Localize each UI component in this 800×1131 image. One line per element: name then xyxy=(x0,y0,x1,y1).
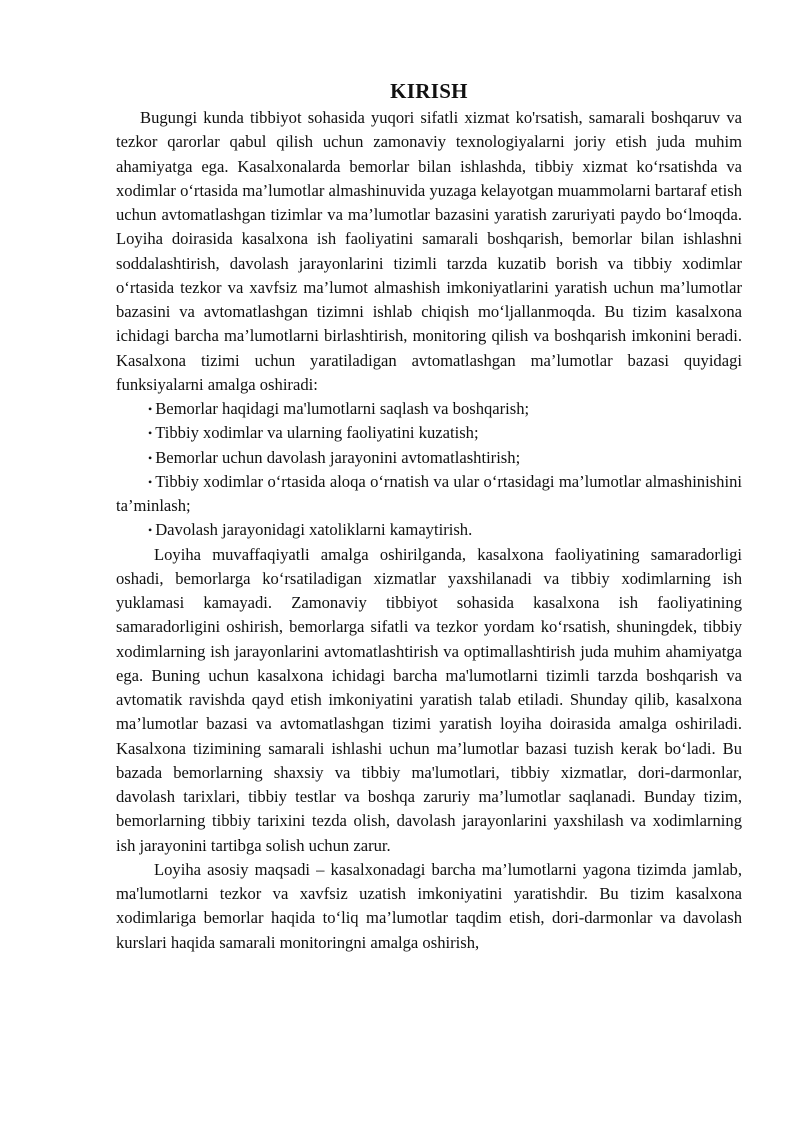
bullet-icon: • xyxy=(148,426,153,441)
list-item-text: Davolash jarayonidagi xatoliklarni kamaytirish. xyxy=(155,520,473,540)
list-item-text: Bemorlar haqidagi ma'lumotlarni saqlash va boshqarish; xyxy=(155,399,530,418)
goal-paragraph: Loyiha asosiy maqsadi – kasalxonadagi barcha ma’lumotlarni yagona tizimda jamlab, ma'lumotlarni tezkor va xavfsiz uzatish imkoniyatini yaratishdir. Bu tizim kasalxona xodimlariga bemorlar haqida to‘liq ma’lumotlar taqdim etish, dori-darmonlar va davolash kurslari haqida samarali monitoringni amalga oshirish, xyxy=(116,859,742,952)
bullet-icon: • xyxy=(148,474,153,489)
bullet-icon: • xyxy=(148,523,153,538)
list-item-text: Tibbiy xodimlar o‘rtasida aloqa o‘rnatish va ular o‘rtasidagi ma’lumotlar almashinishini ta’minlash; xyxy=(116,471,742,515)
list-item xyxy=(116,397,742,421)
results-paragraph: Loyiha muvaffaqiyatli amalga oshirilganda, kasalxona faoliyatining samaradorligi oshadi, bemorlarga ko‘rsatiladigan xizmatlar yaxshilanadi va tibbiy xodimlarning ish yuklamasi kamayadi. Zamonaviy tibbiyot sohasida kasalxona ish faoliyatining samaradorligini oshirish, bemorlarga sifatli va tezkor yordam ko‘rsatish, shuningdek, tibbiy xodimlarning ish jarayonlarini avtomatlashtirish va optimallashtirish juda muhim ahamiyatga ega. Buning uchun kasalxona ichidagi barcha ma'lumotlarni tizimli tarzda boshqarish va avtomatik ravishda qayd etish imkoniyatini yaratish talab etiladi. Shunday qilib, kasalxona ma’lumotlar bazasi va avtomatlashgan tizimi yaratish loyiha doirasida amalga oshiriladi. Kasalxona tizimining samarali ishlashi uchun ma’lumotlar bazasi tuzish kerak bo‘ladi. Bu bazada bemorlarning shaxsiy va tibbiy ma'lumotlari, tibbiy xizmatlar, dori-darmonlar, davolash tarixlari, tibbiy testlar va boshqa zaruriy ma’lumotlar saqlanadi. Bunday tizim, bemorlarning tibbiy tarixini tezda olish, davolash jarayonlarini yaxshilash va xodimlarning ish jarayonini tartibga solish uchun zarur. xyxy=(116,544,742,855)
bullet-icon: • xyxy=(148,450,153,465)
bullet-icon: • xyxy=(148,402,153,416)
list-item-text: Tibbiy xodimlar va ularning faoliyatini kuzatish; xyxy=(155,423,479,443)
intro-paragraph: Bugungi kunda tibbiyot sohasida yuqori sifatli xizmat ko'rsatish, samarali boshqaruv va tezkor qarorlar qabul qilish uchun zamonaviy texnologiyalarni joriy etish juda muhim ahamiyatga ega. Kasalxonalarda bemorlar bilan ishlashda, tibbiy xizmat ko‘rsatishda va xodimlar o‘rtasida ma’lumotlar almashinuvida yuzaga kelayotgan muammolarni bartaraf etish uchun avtomatlashgan tizimlar va ma’lumotlar bazasini yaratish zaruriyati paydo bo‘lmoqda. Loyiha doirasida kasalxona ish faoliyatini samarali boshqarish, bemorlar bilan ishlashni soddalashtirish, davolash jarayonlarini tizimli tarzda kuzatib borish va tibbiy xodimlar o‘rtasida tezkor va xavfsiz ma’lumot almashish imkoniyatlarini yaratish uchun ma’lumotlar bazasini va avtomatlashgan tizimni ishlab chiqish mo‘ljallanmoqda. Bu tizim kasalxona ichidagi barcha ma’lumotlarni birlashtirish, monitoring qilish va boshqarish imkonini beradi. Kasalxona tizimi uchun yaratiladigan avtomatlashgan ma’lumotlar bazasi quyidagi funksiyalarni amalga oshiradi: xyxy=(116,108,742,394)
list-item xyxy=(116,421,742,445)
list-item-text: Bemorlar uchun davolash jarayonini avtomatlashtirish; xyxy=(155,447,521,467)
list-item xyxy=(116,518,742,542)
list-item xyxy=(116,470,742,519)
list-item xyxy=(116,446,742,470)
page-title: KIRISH xyxy=(390,79,468,103)
document-page xyxy=(116,78,742,955)
